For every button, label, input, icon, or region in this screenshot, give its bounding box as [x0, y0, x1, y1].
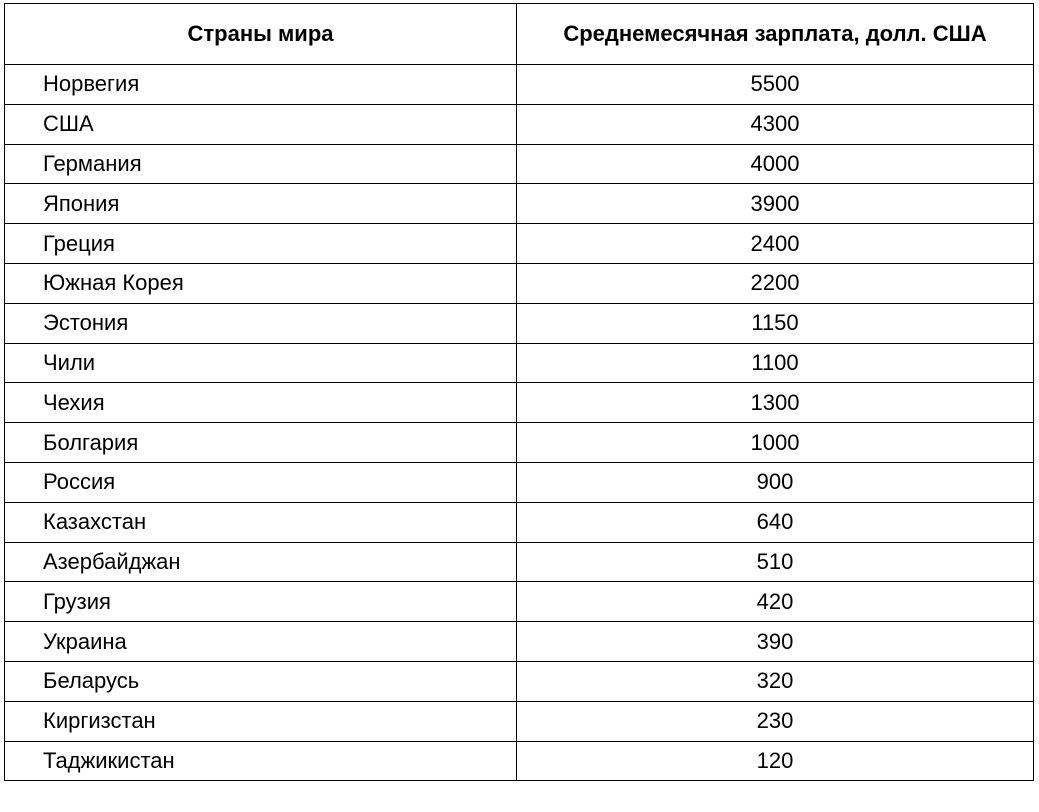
country-cell: Чехия	[5, 383, 517, 423]
country-cell: Болгария	[5, 423, 517, 463]
country-cell: Эстония	[5, 303, 517, 343]
salary-cell: 3900	[517, 184, 1034, 224]
table-header-row	[5, 4, 1034, 65]
header-salary: Среднемесячная зарплата, долл. США	[517, 4, 1034, 65]
salary-cell: 420	[517, 582, 1034, 622]
table-row	[5, 741, 1034, 781]
table-row	[5, 184, 1034, 224]
table-row	[5, 303, 1034, 343]
country-cell: Грузия	[5, 582, 517, 622]
salary-cell: 640	[517, 502, 1034, 542]
country-cell: Германия	[5, 144, 517, 184]
table-row	[5, 582, 1034, 622]
country-cell: Беларусь	[5, 661, 517, 701]
country-cell: США	[5, 104, 517, 144]
table-row	[5, 65, 1034, 105]
salary-cell: 1100	[517, 343, 1034, 383]
table-row	[5, 224, 1034, 264]
country-cell: Россия	[5, 462, 517, 502]
country-cell: Казахстан	[5, 502, 517, 542]
country-cell: Таджикистан	[5, 741, 517, 781]
country-cell: Киргизстан	[5, 701, 517, 741]
country-cell: Южная Корея	[5, 263, 517, 303]
table-body	[5, 65, 1034, 781]
salary-cell: 120	[517, 741, 1034, 781]
salary-cell: 1000	[517, 423, 1034, 463]
salary-cell: 2200	[517, 263, 1034, 303]
salary-cell: 230	[517, 701, 1034, 741]
country-cell: Норвегия	[5, 65, 517, 105]
table-row	[5, 502, 1034, 542]
table-row	[5, 263, 1034, 303]
table-row	[5, 104, 1034, 144]
table-row	[5, 423, 1034, 463]
table-row	[5, 701, 1034, 741]
table-row	[5, 144, 1034, 184]
country-cell: Греция	[5, 224, 517, 264]
salary-cell: 510	[517, 542, 1034, 582]
salary-table	[4, 3, 1034, 781]
country-cell: Япония	[5, 184, 517, 224]
salary-table-container	[4, 3, 1034, 781]
salary-cell: 5500	[517, 65, 1034, 105]
salary-cell: 2400	[517, 224, 1034, 264]
salary-cell: 390	[517, 622, 1034, 662]
salary-cell: 1150	[517, 303, 1034, 343]
table-row	[5, 661, 1034, 701]
table-row	[5, 622, 1034, 662]
table-row	[5, 542, 1034, 582]
table-row	[5, 462, 1034, 502]
country-cell: Чили	[5, 343, 517, 383]
salary-cell: 4000	[517, 144, 1034, 184]
salary-cell: 1300	[517, 383, 1034, 423]
salary-cell: 4300	[517, 104, 1034, 144]
table-row	[5, 343, 1034, 383]
country-cell: Украина	[5, 622, 517, 662]
salary-cell: 900	[517, 462, 1034, 502]
country-cell: Азербайджан	[5, 542, 517, 582]
table-row	[5, 383, 1034, 423]
header-country: Страны мира	[5, 4, 517, 65]
salary-cell: 320	[517, 661, 1034, 701]
